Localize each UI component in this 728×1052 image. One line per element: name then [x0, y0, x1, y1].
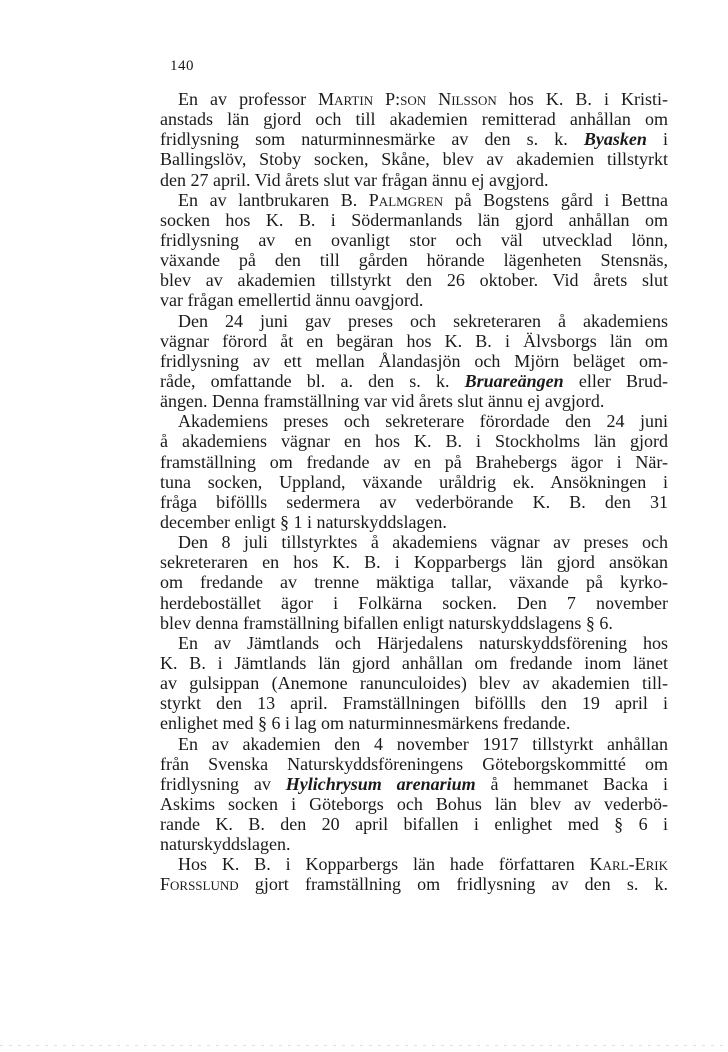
text-segment: på Bogstens gård i Bettna [443, 189, 668, 210]
text-segment: (Anemone ranunculoides) [271, 673, 467, 694]
paragraph [160, 311, 668, 412]
text-segment: K. B. i Jämtlands län gjord anhållan om fredande inom länet [160, 652, 668, 673]
text-line [160, 834, 668, 854]
paragraph [160, 734, 668, 855]
text-segment: blev av akademien till- [466, 673, 668, 694]
text-line [160, 693, 668, 713]
text-segment: herdebostället ägor i Folkärna socken. Den 7 november [160, 592, 668, 613]
text-line [160, 593, 668, 613]
text-segment: socken hos K. B. i Södermanlands län gjord anhållan om [160, 209, 668, 230]
text-segment: Byasken [583, 129, 647, 150]
text-segment: enlighet med § 6 i lag om naturminnesmärkens fredande. [160, 713, 571, 734]
text-line [160, 512, 668, 532]
text-line [160, 452, 668, 472]
text-segment: En av Jämtlands och Härjedalens naturskyddsförening hos [178, 632, 668, 653]
scan-edge-artifact [0, 1045, 728, 1046]
text-line [160, 854, 668, 874]
text-line [160, 734, 668, 754]
text-segment: Bruareängen [464, 370, 564, 391]
text-segment: Hylichrysum arenarium [285, 773, 476, 794]
text-segment: den 27 april. Vid årets slut var frågan ännu ej avgjord. [160, 169, 549, 190]
text-segment: naturskyddslagen. [160, 834, 291, 855]
text-line [160, 270, 668, 290]
text-segment: Den 24 juni gav preses och sekreteraren å akademiens [178, 310, 668, 331]
paragraph [160, 532, 668, 633]
text-segment: styrkt den 13 april. Framställningen biföllls den 19 april i [160, 693, 668, 714]
text-line [160, 89, 668, 109]
paragraph [160, 633, 668, 734]
text-segment: Ballingslöv, Stoby socken, Skåne, blev av akademien tillstyrkt [160, 149, 668, 170]
text-segment: En av lantbrukaren B. [178, 189, 369, 210]
paragraph [160, 190, 668, 311]
text-segment: Palmgren [368, 189, 444, 210]
text-segment: En av professor [178, 89, 319, 109]
text-line [160, 552, 668, 572]
text-line [160, 351, 668, 371]
text-segment: vägnar förord åt en begäran hos K. B. i Älvsborgs län om [160, 330, 668, 351]
text-segment: framställning om fredande av en på Brahebergs ägor i När- [160, 451, 668, 472]
text-segment: fridlysning av [160, 773, 286, 794]
text-segment: å hemmanet Backa i [475, 773, 668, 794]
text-segment: fridlysning av ett mellan Ålandasjön och Mjörn beläget om- [160, 350, 668, 371]
text-segment: sekreteraren en hos K. B. i Kopparbergs län gjord ansökan [160, 552, 668, 573]
text-line [160, 149, 668, 169]
text-line [160, 230, 668, 250]
text-segment: växande på den till gården hörande lägenheten Stensnäs, [160, 250, 668, 271]
text-line [160, 532, 668, 552]
text-segment: gjort framställning om fridlysning av den s. k. [238, 874, 668, 895]
text-segment: En av akademien den 4 november 1917 tillstyrkt anhållan [178, 733, 668, 754]
text-line [160, 250, 668, 270]
text-line [160, 290, 668, 310]
text-line [160, 754, 668, 774]
text-line [160, 713, 668, 733]
text-line [160, 190, 668, 210]
text-segment: rande K. B. den 20 april bifallen i enlighet med § 6 i [160, 814, 668, 835]
text-line [160, 472, 668, 492]
page-number: 140 [170, 58, 194, 74]
text-line [160, 311, 668, 331]
text-segment: december enligt § 1 i naturskyddslagen. [160, 511, 447, 532]
text-segment: i [646, 129, 668, 150]
text-segment: Forsslund [160, 874, 239, 895]
text-segment: från Svenska Naturskyddsföreningens Göteborgskommitté om [160, 753, 668, 774]
text-segment: ängen. Denna framställning var vid årets slut ännu ej avgjord. [160, 391, 605, 412]
text-segment: hos K. B. i Kristi- [496, 89, 668, 109]
text-line [160, 170, 668, 190]
text-segment: anstads län gjord och till akademien remitterad anhållan om [160, 109, 668, 130]
text-segment: Karl-Erik [589, 854, 668, 875]
text-segment: fridlysning som naturminnesmärke av den s. k. [160, 129, 584, 150]
text-segment: blev denna framställning bifallen enligt naturskyddslagens § 6. [160, 612, 613, 633]
text-segment: Hos K. B. i Kopparbergs län hade författaren [178, 854, 590, 875]
text-line [160, 814, 668, 834]
text-segment: eller Brud- [563, 370, 668, 391]
text-segment: å akademiens vägnar en hos K. B. i Stockholms län gjord [160, 431, 668, 452]
paragraph [160, 89, 668, 190]
text-segment: Askims socken i Göteborgs och Bohus län blev av vederbö- [160, 793, 668, 814]
text-line [160, 613, 668, 633]
text-segment: Den 8 juli tillstyrktes å akademiens vägnar av preses och [178, 532, 668, 553]
text-segment: Martin P:son Nilsson [318, 89, 497, 109]
text-line [160, 431, 668, 451]
text-segment: blev av akademien tillstyrkt den 26 oktober. Vid årets slut [160, 270, 668, 291]
text-line [160, 673, 668, 693]
text-line [160, 633, 668, 653]
text-segment: fridlysning av en ovanligt stor och väl utvecklad lönn, [160, 229, 668, 250]
text-line [160, 129, 668, 149]
text-line [160, 331, 668, 351]
paragraph [160, 854, 668, 894]
text-line [160, 774, 668, 794]
text-line [160, 210, 668, 230]
text-segment: om fredande av trenne mäktiga tallar, växande på kyrko- [160, 572, 668, 593]
paragraph [160, 411, 668, 532]
text-segment: var frågan emellertid ännu oavgjord. [160, 290, 424, 311]
text-line [160, 411, 668, 431]
text-line [160, 391, 668, 411]
text-line [160, 653, 668, 673]
text-segment: av gulsippan [160, 673, 272, 694]
text-segment: fråga biföllls sedermera av vederbörande K. B. den 31 [160, 491, 668, 512]
text-segment: Akademiens preses och sekreterare förordade den 24 juni [178, 411, 668, 432]
text-line [160, 492, 668, 512]
text-line [160, 572, 668, 592]
text-segment: tuna socken, Uppland, växande uråldrig ek. Ansökningen i [160, 471, 668, 492]
text-line [160, 874, 668, 894]
text-line [160, 371, 668, 391]
body-text [160, 89, 668, 895]
text-line [160, 109, 668, 129]
text-line [160, 794, 668, 814]
text-segment: råde, omfattande bl. a. den s. k. [160, 370, 465, 391]
